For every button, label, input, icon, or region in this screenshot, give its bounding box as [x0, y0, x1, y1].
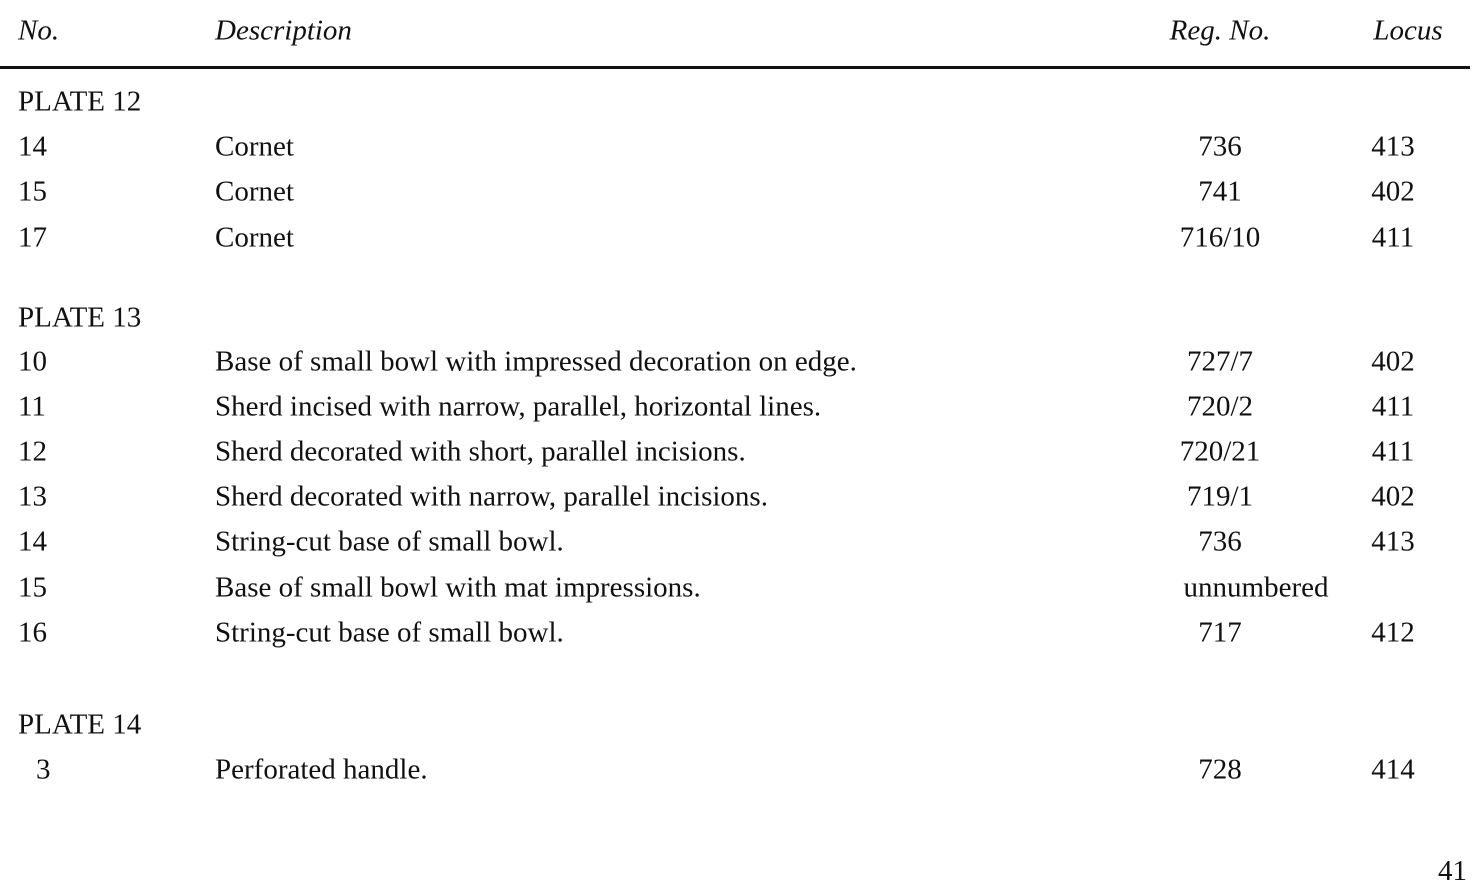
cell-no: 10 [18, 345, 47, 378]
header-reg-no: Reg. No. [1169, 14, 1271, 47]
cell-reg-no: 719/1 [1186, 480, 1254, 513]
cell-locus: 402 [1371, 345, 1415, 378]
cell-description: Cornet [215, 175, 294, 208]
cell-locus: 411 [1371, 435, 1415, 468]
cell-description: Sherd incised with narrow, parallel, horizontal lines. [215, 390, 822, 423]
page-number: 41 [1438, 855, 1467, 887]
cell-locus: 413 [1371, 130, 1415, 163]
cell-no: 16 [18, 616, 47, 649]
cell-reg-no: 727/7 [1186, 345, 1254, 378]
cell-no: 11 [18, 390, 46, 423]
cell-reg-no: unnumbered [1183, 571, 1329, 604]
cell-locus: 413 [1371, 525, 1415, 558]
header-description: Description [215, 14, 352, 47]
cell-description: String-cut base of small bowl. [215, 616, 564, 649]
cell-description: Base of small bowl with mat impressions. [215, 571, 701, 604]
cell-description: Cornet [215, 130, 294, 163]
cell-reg-no: 717 [1198, 616, 1242, 649]
cell-reg-no: 720/21 [1179, 435, 1261, 468]
cell-description: Cornet [215, 221, 294, 254]
cell-reg-no: 736 [1198, 525, 1242, 558]
cell-reg-no: 728 [1198, 753, 1242, 786]
cell-reg-no: 720/2 [1186, 390, 1254, 423]
cell-locus: 414 [1371, 753, 1415, 786]
cell-no: 15 [18, 175, 47, 208]
cell-locus: 402 [1371, 175, 1415, 208]
cell-description: Base of small bowl with impressed decoration on edge. [215, 345, 857, 378]
cell-no: 13 [18, 480, 47, 513]
cell-locus: 411 [1371, 390, 1415, 423]
header-locus: Locus [1373, 14, 1443, 47]
cell-description: String-cut base of small bowl. [215, 525, 564, 558]
cell-locus: 412 [1371, 616, 1415, 649]
cell-no: 14 [18, 525, 47, 558]
cell-description: Sherd decorated with narrow, parallel incisions. [215, 480, 768, 513]
plate-heading: PLATE 13 [18, 301, 142, 334]
cell-no: 3 [36, 753, 51, 786]
cell-no: 17 [18, 221, 47, 254]
cell-description: Sherd decorated with short, parallel incisions. [215, 435, 746, 468]
cell-no: 12 [18, 435, 47, 468]
cell-no: 14 [18, 130, 47, 163]
plate-heading: PLATE 14 [18, 708, 142, 741]
cell-description: Perforated handle. [215, 753, 428, 786]
header-rule [0, 66, 1470, 69]
cell-locus: 402 [1371, 480, 1415, 513]
header-no: No. [18, 14, 60, 47]
cell-reg-no: 716/10 [1179, 221, 1261, 254]
cell-reg-no: 741 [1198, 175, 1242, 208]
cell-no: 15 [18, 571, 47, 604]
plate-heading: PLATE 12 [18, 85, 142, 118]
cell-locus: 411 [1371, 221, 1415, 254]
cell-reg-no: 736 [1198, 130, 1242, 163]
